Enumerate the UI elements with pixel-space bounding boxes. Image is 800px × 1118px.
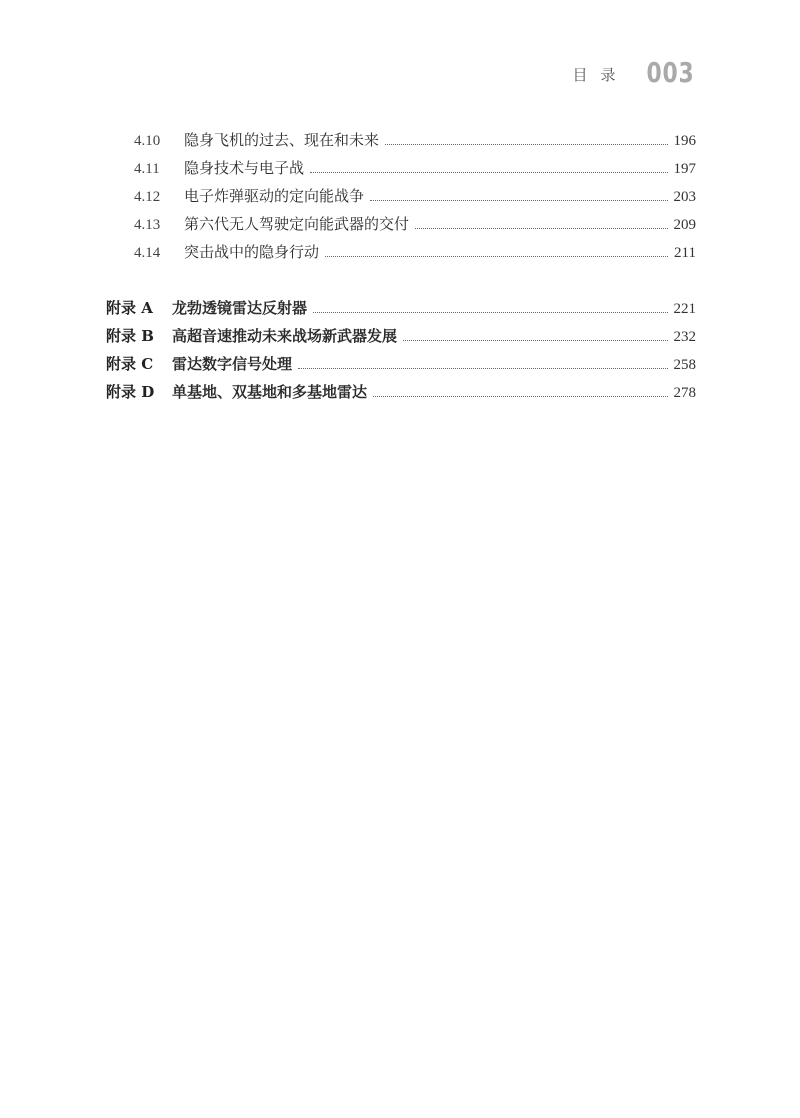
- header-label: 目录: [572, 66, 629, 84]
- toc-leader-dots: [385, 143, 667, 145]
- page-header: [573, 56, 694, 89]
- toc-entry-title: 突击战中的隐身行动: [184, 243, 320, 261]
- toc-entry-title: 隐身技术与电子战: [184, 159, 305, 177]
- toc-appendix-entry[interactable]: [106, 382, 696, 402]
- toc-entry-page: 203: [673, 189, 696, 205]
- toc-appendix-entry[interactable]: [106, 298, 696, 318]
- toc-leader-dots: [370, 199, 667, 201]
- toc-leader-dots: [415, 227, 667, 229]
- toc-entry[interactable]: [134, 130, 696, 150]
- toc-entry-number: 4.11: [134, 161, 160, 177]
- toc-leader-dots: [313, 311, 667, 313]
- toc-appendix-title: 雷达数字信号处理: [172, 355, 293, 373]
- toc-appendix-title: 龙勃透镜雷达反射器: [172, 299, 308, 317]
- toc-appendix-number: 附录 D: [106, 383, 155, 401]
- toc-entry-page: 197: [673, 161, 696, 177]
- toc-entry[interactable]: [134, 214, 696, 234]
- toc-appendix-page: 221: [673, 301, 696, 317]
- toc-entry-title: 隐身飞机的过去、现在和未来: [184, 131, 380, 149]
- toc-appendix-title: 单基地、双基地和多基地雷达: [172, 383, 368, 401]
- toc-leader-dots: [373, 395, 667, 397]
- toc-entry-page: 209: [673, 217, 696, 233]
- toc-appendix-entry[interactable]: [106, 354, 696, 374]
- toc-appendix-number: 附录 C: [106, 355, 154, 373]
- toc-entry-number: 4.13: [134, 217, 161, 233]
- toc-appendix-page: 258: [673, 357, 696, 373]
- toc-leader-dots: [403, 339, 667, 341]
- toc-entry-number: 4.14: [134, 245, 161, 261]
- toc-entry-number: 4.10: [134, 133, 161, 149]
- toc-appendix-title: 高超音速推动未来战场新武器发展: [172, 327, 398, 345]
- header-page-number: 003: [646, 56, 694, 89]
- toc-entry[interactable]: [134, 158, 696, 178]
- toc-appendix-number: 附录 A: [106, 299, 153, 317]
- toc-entry[interactable]: [134, 186, 696, 206]
- toc-appendix-page: 232: [673, 329, 696, 345]
- toc-appendix-number: 附录 B: [106, 327, 154, 345]
- toc-appendix-page: 278: [673, 385, 696, 401]
- toc-leader-dots: [310, 171, 667, 173]
- toc-entry-page: 196: [673, 133, 696, 149]
- toc-appendix-entry[interactable]: [106, 326, 696, 346]
- toc-entry[interactable]: [134, 242, 696, 262]
- toc-entry-title: 第六代无人驾驶定向能武器的交付: [184, 215, 410, 233]
- toc-leader-dots: [298, 367, 667, 369]
- toc-leader-dots: [325, 255, 668, 257]
- toc-entry-number: 4.12: [134, 189, 161, 205]
- toc-entry-title: 电子炸弹驱动的定向能战争: [184, 187, 365, 205]
- toc-entry-page: 211: [674, 245, 696, 261]
